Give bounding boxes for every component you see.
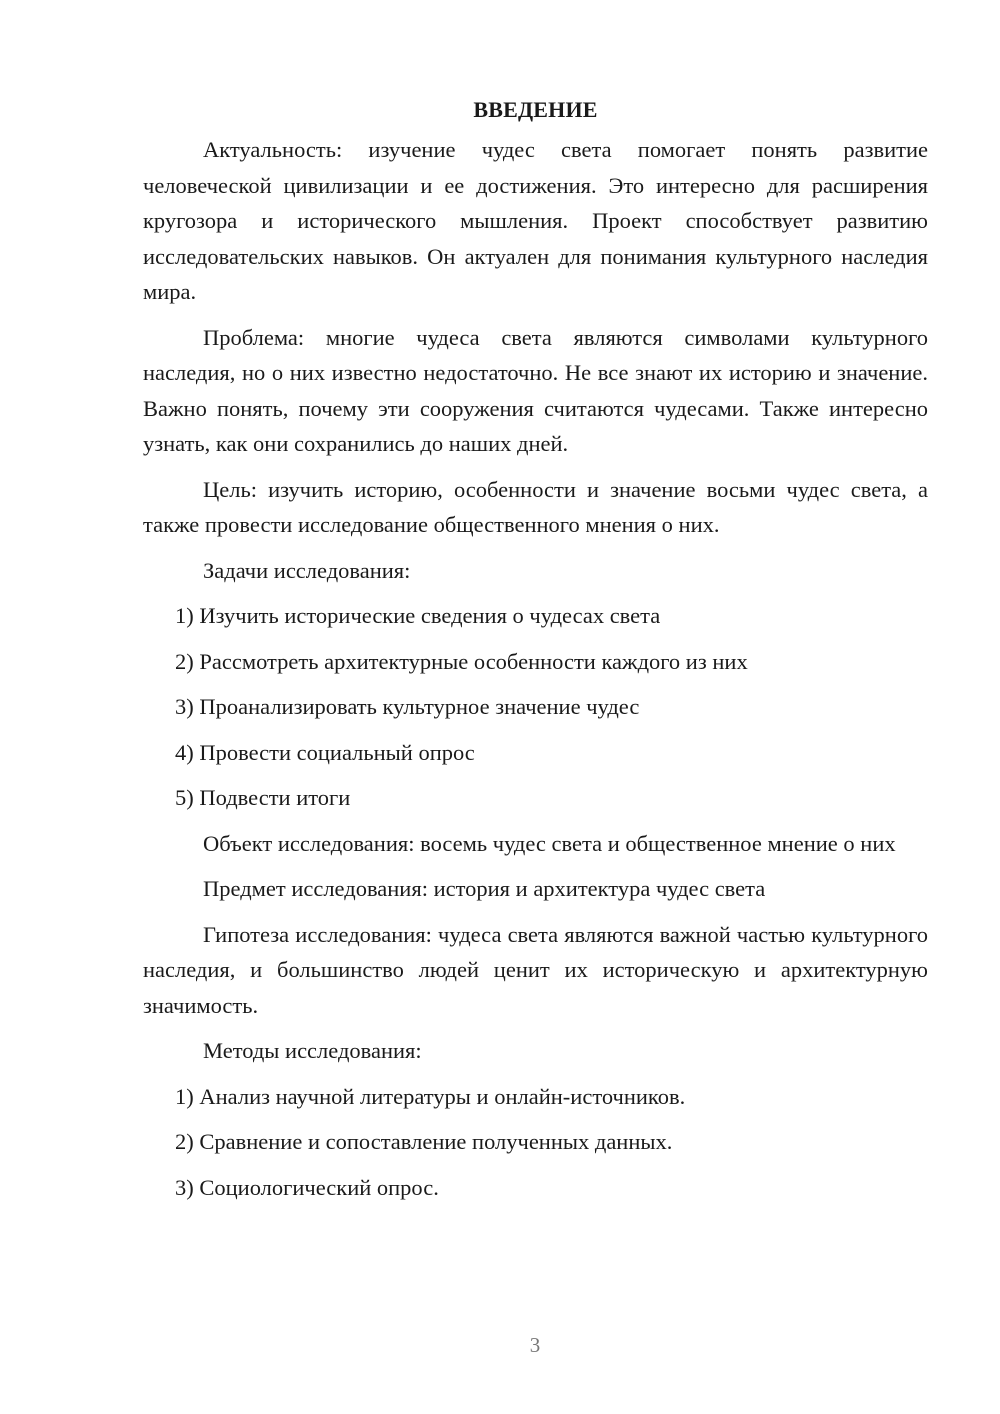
goal-paragraph: Цель: изучить историю, особенности и значение восьми чудес света, а также провести исследование общественного мнения о них. bbox=[143, 476, 928, 537]
methods-list bbox=[143, 1079, 928, 1206]
task-item: 1) Изучить исторические сведения о чудесах света bbox=[175, 603, 661, 628]
task-item: 4) Провести социальный опрос bbox=[175, 739, 475, 765]
task-item: 2) Рассмотреть архитектурные особенности каждого из них bbox=[175, 648, 748, 674]
hypothesis-paragraph: Гипотеза исследования: чудеса света являются важной частью культурного наследия, и большинство людей ценит их историческую и архитектурную значимость. bbox=[143, 921, 928, 1018]
method-item: 3) Социологический опрос. bbox=[175, 1174, 439, 1200]
section-title: ВВЕДЕНИЕ bbox=[473, 97, 598, 122]
method-item: 1) Анализ научной литературы и онлайн-источников. bbox=[175, 1083, 686, 1109]
relevance-paragraph: Актуальность: изучение чудес света помогает понять развитие человеческой цивилизации и ее достижения. Это интересно для расширения кругозора и исторического мышления. Проект способствует развитию исследовательских навыков. Он актуален для понимания культурного наследия мира. bbox=[143, 137, 928, 304]
page-number: 3 bbox=[529, 1333, 541, 1357]
task-item: 5) Подвести итоги bbox=[175, 785, 351, 810]
document-page bbox=[143, 92, 928, 1215]
tasks-heading: Задачи исследования: bbox=[203, 557, 411, 583]
object-paragraph: Объект исследования: восемь чудес света и общественное мнение о них bbox=[203, 830, 896, 856]
problem-paragraph: Проблема: многие чудеса света являются символами культурного наследия, но о них известно недостаточно. Не все знают их историю и значение. Важно понять, почему эти сооружения считаются чудесами. Также интересно узнать, как они сохранились до наших дней. bbox=[143, 324, 928, 456]
method-item: 2) Сравнение и сопоставление полученных данных. bbox=[175, 1129, 673, 1154]
tasks-list bbox=[143, 598, 928, 816]
subject-paragraph: Предмет исследования: история и архитектура чудес света bbox=[203, 876, 766, 901]
task-item: 3) Проанализировать культурное значение чудес bbox=[175, 694, 640, 719]
methods-heading: Методы исследования: bbox=[203, 1038, 422, 1063]
